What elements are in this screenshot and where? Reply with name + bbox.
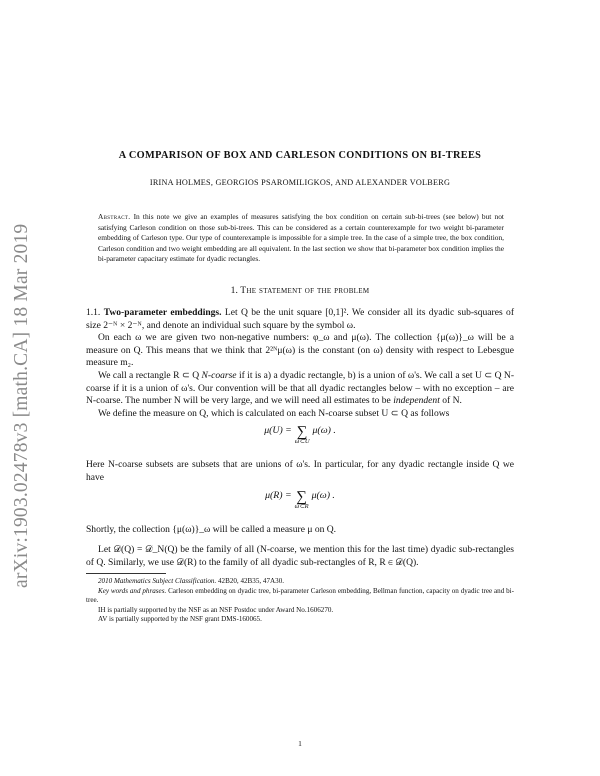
paragraph-1 (86, 307, 514, 332)
equation-1 (86, 425, 514, 455)
footnotes (86, 577, 514, 624)
abstract-text: In this note we give an examples of measures satisfying the box condition on certain sub-bi-trees (see below) but not satisfying Carleson condition on those sub-bi-trees. This can be considered as a certain counterexample for two weight bi-parameter embedding of Carleson type. Our type of counterexample is impossible for a simple tree. In the case of a simple tree, the box condition, Carleson condition and two weight embedding are all equivalent. In the last section we show that bi-parameter box condition implies the bi-parameter capacitary estimate for dyadic rectangles. (98, 212, 504, 264)
footnote-msc-label: 2010 Mathematics Subject Classification. (98, 577, 217, 586)
section-number: 1. (230, 284, 238, 296)
footnote-rule (86, 573, 166, 574)
paper-title: A COMPARISON OF BOX AND CARLESON CONDITIONS ON BI-TREES (118, 150, 482, 161)
footnote-msc-value: 42B20, 42B35, 47A30. (218, 577, 285, 586)
paragraph-3-part-c: of N. (442, 395, 462, 407)
footnote-ih: IH is partially supported by the NSF as an NSF Postdoc under Award No.1606270. (98, 605, 334, 614)
footnote-msc (86, 577, 514, 586)
paragraph-7: Let 𝒟(Q) = 𝒟_N(Q) be the family of all (N-coarse, we mention this for the last time) dyadic sub-rectangles of Q. Similarly, we use 𝒟(R) to the family of all dyadic sub-rectangles of R, R ∈ 𝒟(Q). (86, 544, 514, 568)
paragraph-3-term: N-coarse (201, 369, 237, 381)
sum-symbol: ∑ (296, 488, 307, 505)
sum-symbol-block (295, 490, 309, 511)
footnote-keywords-value: Carleson embedding on dyadic tree, bi-parameter Carleson embedding, Bellman function, capacity on dyadic tree and bi-tree. (86, 586, 514, 605)
paragraph-3-emphasis: independent (393, 395, 440, 407)
equation-1-lhs: μ(U) = (264, 425, 292, 437)
subsection-title: Two-parameter embeddings. (103, 306, 222, 318)
subsection-number: 1.1. (86, 306, 101, 318)
equation-2 (86, 490, 514, 520)
sum-subscript: ω⊂U (294, 438, 310, 446)
sum-subscript: ω⊂R (294, 502, 309, 510)
paragraph-3-part-a: We call a rectangle R ⊂ Q (98, 369, 200, 381)
section-heading (86, 285, 514, 299)
equation-1-rhs: μ(ω) . (312, 425, 336, 437)
abstract (98, 212, 504, 265)
equation-2-lhs: μ(R) = (265, 489, 292, 501)
equation-2-rhs: μ(ω) . (311, 489, 335, 501)
section-title: The statement of the problem (240, 284, 370, 296)
sum-symbol: ∑ (296, 424, 308, 441)
footnote-keywords-label: Key words and phrases. (98, 586, 167, 595)
paragraph-4: We define the measure on Q, which is calculated on each N-coarse subset U ⊂ Q as follows (98, 407, 450, 419)
paper-page (86, 150, 514, 624)
page-number: 1 (298, 739, 302, 748)
paragraph-3 (86, 370, 514, 408)
paragraph-2: On each ω we are given two non-negative numbers: φ_ω and μ(ω). The collection {μ(ω)}_ω will be a measure on Q. This means that we think that 2²ᴺμ(ω) is the constant (on ω) density with respect to Lebesgue measure m₂. (86, 332, 514, 369)
abstract-heading: Abstract. (98, 212, 131, 221)
paragraph-5: Here N-coarse subsets are subsets that are unions of ω's. In particular, for any dyadic rectangle inside Q we have (86, 459, 514, 483)
paper-authors: IRINA HOLMES, GEORGIOS PSAROMILIGKOS, AND ALEXANDER VOLBERG (149, 178, 451, 187)
footnote-keywords (86, 587, 514, 606)
paragraph-6: Shortly, the collection {μ(ω)}_ω will be called a measure μ on Q. (86, 523, 337, 535)
paragraph-1-text: Let Q be the unit square [0,1]². We consider all its dyadic sub-squares of size 2⁻ᴺ × 2⁻ᴺ, and denote an individual such square by the symbol ω. (86, 306, 514, 331)
sum-symbol-block (295, 425, 310, 446)
footnote-av: AV is partially supported by the NSF grant DMS-160065. (98, 614, 262, 623)
arxiv-stamp: arXiv:1903.02478v3 [math.CA] 18 Mar 2019 (11, 223, 32, 588)
paper-body (86, 307, 514, 569)
paragraph-3-part-b: if it is a) a dyadic rectangle, b) is a union of ω's. We call a set U ⊂ Q N-coarse if it is a union of ω's. Our convention will be that all dyadic rectangles below – with no exception – are N-coarse. The number N will be very large, and we will need all estimates to be (86, 369, 515, 407)
